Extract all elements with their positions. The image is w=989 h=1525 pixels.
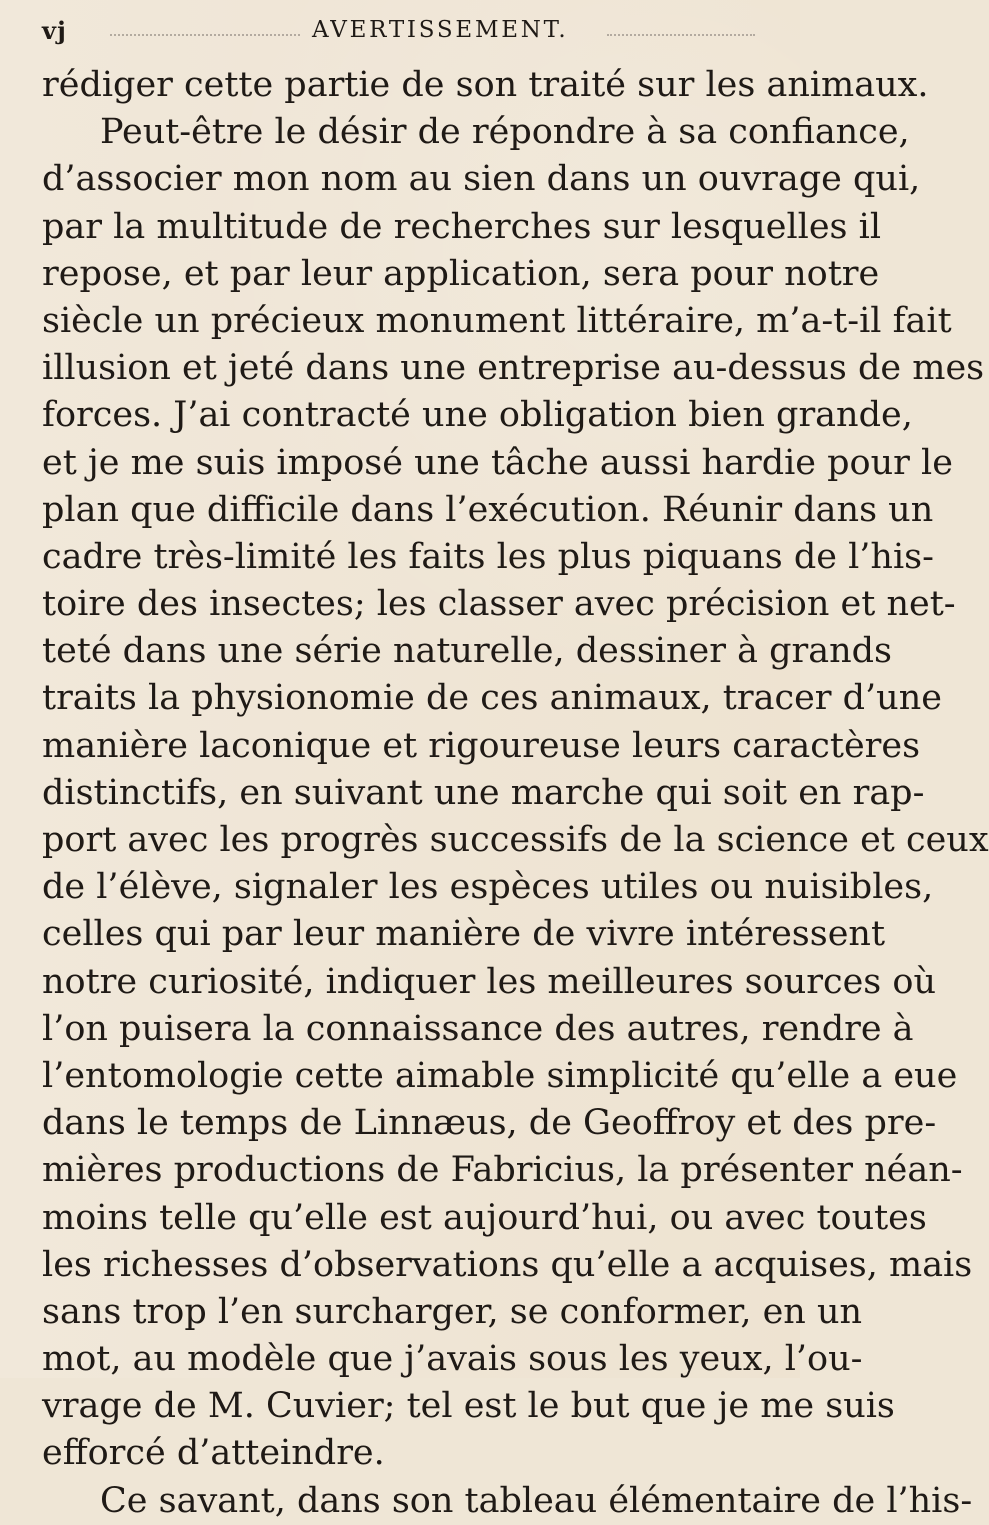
- text-line-26: les richesses d’observations qu’elle a acquises, mais: [42, 1244, 973, 1285]
- header-rule-left: [110, 34, 300, 36]
- text-line-9: et je me suis imposé une tâche aussi hardie pour le: [42, 442, 953, 483]
- text-line-4: par la multitude de recherches sur lesquelles il: [42, 206, 882, 247]
- text-line-24: mières productions de Fabricius, la présenter néan-: [42, 1150, 963, 1191]
- text-line-27: sans trop l’en surcharger, se conformer, en un: [42, 1291, 863, 1332]
- page-folio: vj: [42, 16, 68, 45]
- text-line-17: port avec les progrès successifs de la science et ceux: [42, 820, 989, 860]
- page-header: [42, 16, 762, 62]
- text-line-19: celles qui par leur manière de vivre intéressent: [42, 914, 886, 955]
- text-line-2: Peut-être le désir de répondre à sa confiance,: [100, 112, 910, 153]
- text-line-6: siècle un précieux monument littéraire, m’a-t-il fait: [42, 300, 952, 341]
- text-line-25: moins telle qu’elle est aujourd’hui, ou avec toutes: [42, 1197, 927, 1238]
- text-line-5: repose, et par leur application, sera pour notre: [42, 253, 880, 294]
- text-line-20: notre curiosité, indiquer les meilleures sources où: [42, 961, 937, 1002]
- text-line-8: forces. J’ai contracté une obligation bien grande,: [42, 395, 913, 436]
- text-line-7: illusion et jeté dans une entreprise au-dessus de mes: [42, 348, 985, 389]
- text-line-12: toire des insectes; les classer avec précision et net-: [42, 584, 956, 625]
- text-line-10: plan que difficile dans l’exécution. Réunir dans un: [42, 489, 934, 530]
- text-line-31: Ce savant, dans son tableau élémentaire de l’his-: [100, 1480, 973, 1521]
- text-line-22: l’entomologie cette aimable simplicité qu’elle a eue: [42, 1055, 958, 1096]
- text-line-13: teté dans une série naturelle, dessiner à grands: [42, 631, 892, 672]
- text-line-28: mot, au modèle que j’avais sous les yeux, l’ou-: [42, 1339, 863, 1380]
- text-line-29: vrage de M. Cuvier; tel est le but que je me suis: [42, 1386, 895, 1427]
- text-line-23: dans le temps de Linnæus, de Geoffroy et des pre-: [42, 1103, 937, 1144]
- text-line-14: traits la physionomie de ces animaux, tracer d’une: [42, 678, 942, 719]
- text-line-3: d’associer mon nom au sien dans un ouvrage qui,: [42, 159, 921, 200]
- text-line-21: l’on puisera la connaissance des autres, rendre à: [42, 1008, 914, 1049]
- running-title: AVERTISSEMENT.: [312, 17, 569, 43]
- body-text: [42, 62, 989, 1525]
- text-line-30: efforcé d’atteindre.: [42, 1433, 385, 1474]
- text-line-15: manière laconique et rigoureuse leurs caractères: [42, 725, 921, 766]
- text-line-16: distinctifs, en suivant une marche qui soit en rap-: [42, 772, 925, 813]
- text-line-18: de l’élève, signaler les espèces utiles ou nuisibles,: [42, 867, 934, 908]
- text-line-11: cadre très-limité les faits les plus piquans de l’his-: [42, 536, 934, 577]
- header-rule-right: [607, 34, 755, 36]
- text-line-1: rédiger cette partie de son traité sur les animaux.: [42, 65, 929, 105]
